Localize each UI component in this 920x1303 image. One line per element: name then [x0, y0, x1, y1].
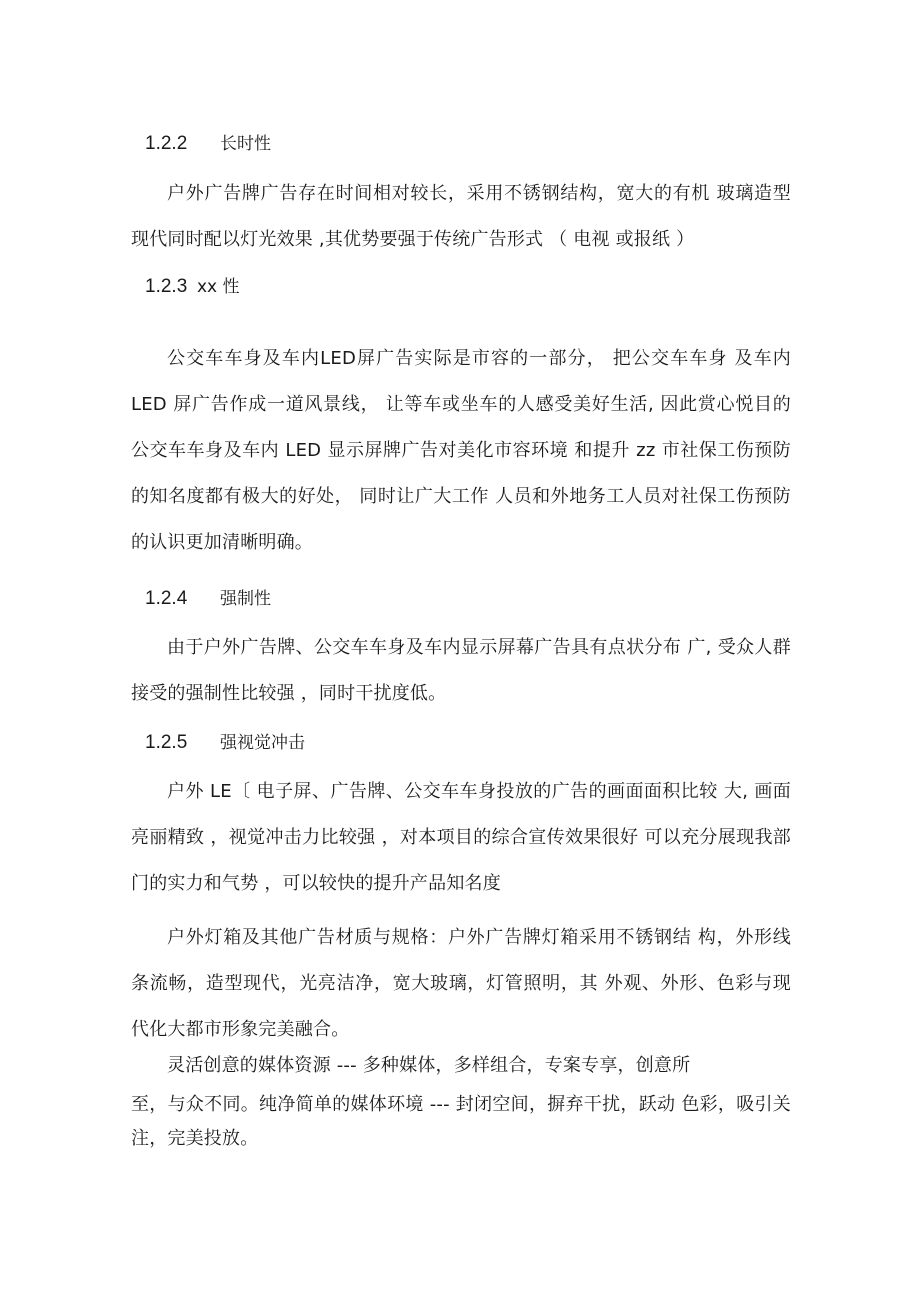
paragraph-mandatory: 由于户外广告牌、公交车车身及车内显示屏幕广告具有点状分布 广, 受众人群接受的强制性比较强 ，同时干扰度低。 [131, 637, 791, 704]
section-title: 强视觉冲击 [220, 733, 305, 753]
section-title: 强制性 [220, 589, 271, 609]
section-heading-1-2-3 [145, 275, 240, 299]
paragraph-visual-impact: 户外 LE〔 电子屏、广告牌、公交车车身投放的广告的画面面积比较 大, 画面亮丽精致 ，视觉冲击力比较强 ，对本项目的综合宣传效果很好 可以充分展现我部门的实力和气势 ，可以较快的提升产品知名度 [131, 781, 791, 894]
section-number: 1.2.3 [145, 276, 188, 297]
paragraph-city-image: 公交车车身及车内LED屏广告实际是市容的一部分， 把公交车车身 及车内 LED 屏广告作成一道风景线， 让等车或坐车的人感受美好生活, 因此赏心悦目的公交车车身及车内 LED 显示屏牌广告对美化市容环境 和提升 zz 市社保工伤预防的知名度都有极大的好处， 同时让广大工作 人员和外地务工人员对社保工伤预防的认识更加清晰明确。 [131, 348, 791, 553]
paragraph-longevity: 户外广告牌广告存在时间相对较长，采用不锈钢结构，宽大的有机 玻璃造型现代同时配以灯光效果 ,其优势要强于传统广告形式 （ 电视 或报纸 ） [131, 183, 791, 250]
section-number: 1.2.4 [145, 588, 188, 609]
section-heading-1-2-2 [145, 132, 271, 156]
section-heading-1-2-5 [145, 731, 305, 755]
section-title: 长时性 [220, 134, 271, 154]
section-heading-1-2-4 [145, 587, 271, 611]
paragraph-media-resources-line1: 灵活创意的媒体资源 --- 多种媒体，多样组合，专案专享，创意所 [167, 1055, 691, 1076]
section-number: 1.2.5 [145, 732, 188, 753]
paragraph-lightbox-specs: 户外灯箱及其他广告材质与规格：户外广告牌灯箱采用不锈钢结 构，外形线条流畅，造型现代，光亮洁净，宽大玻璃，灯管照明，其 外观、外形、色彩与现代化大都市形象完美融合。 [131, 927, 791, 1040]
section-number: 1.2.2 [145, 133, 188, 154]
paragraph-media-resources-line2: 至，与众不同。纯净简单的媒体环境 --- 封闭空间，摒弃干扰，跃动 色彩，吸引关注，完美投放。 [131, 1094, 791, 1149]
section-title: xx 性 [197, 277, 240, 297]
